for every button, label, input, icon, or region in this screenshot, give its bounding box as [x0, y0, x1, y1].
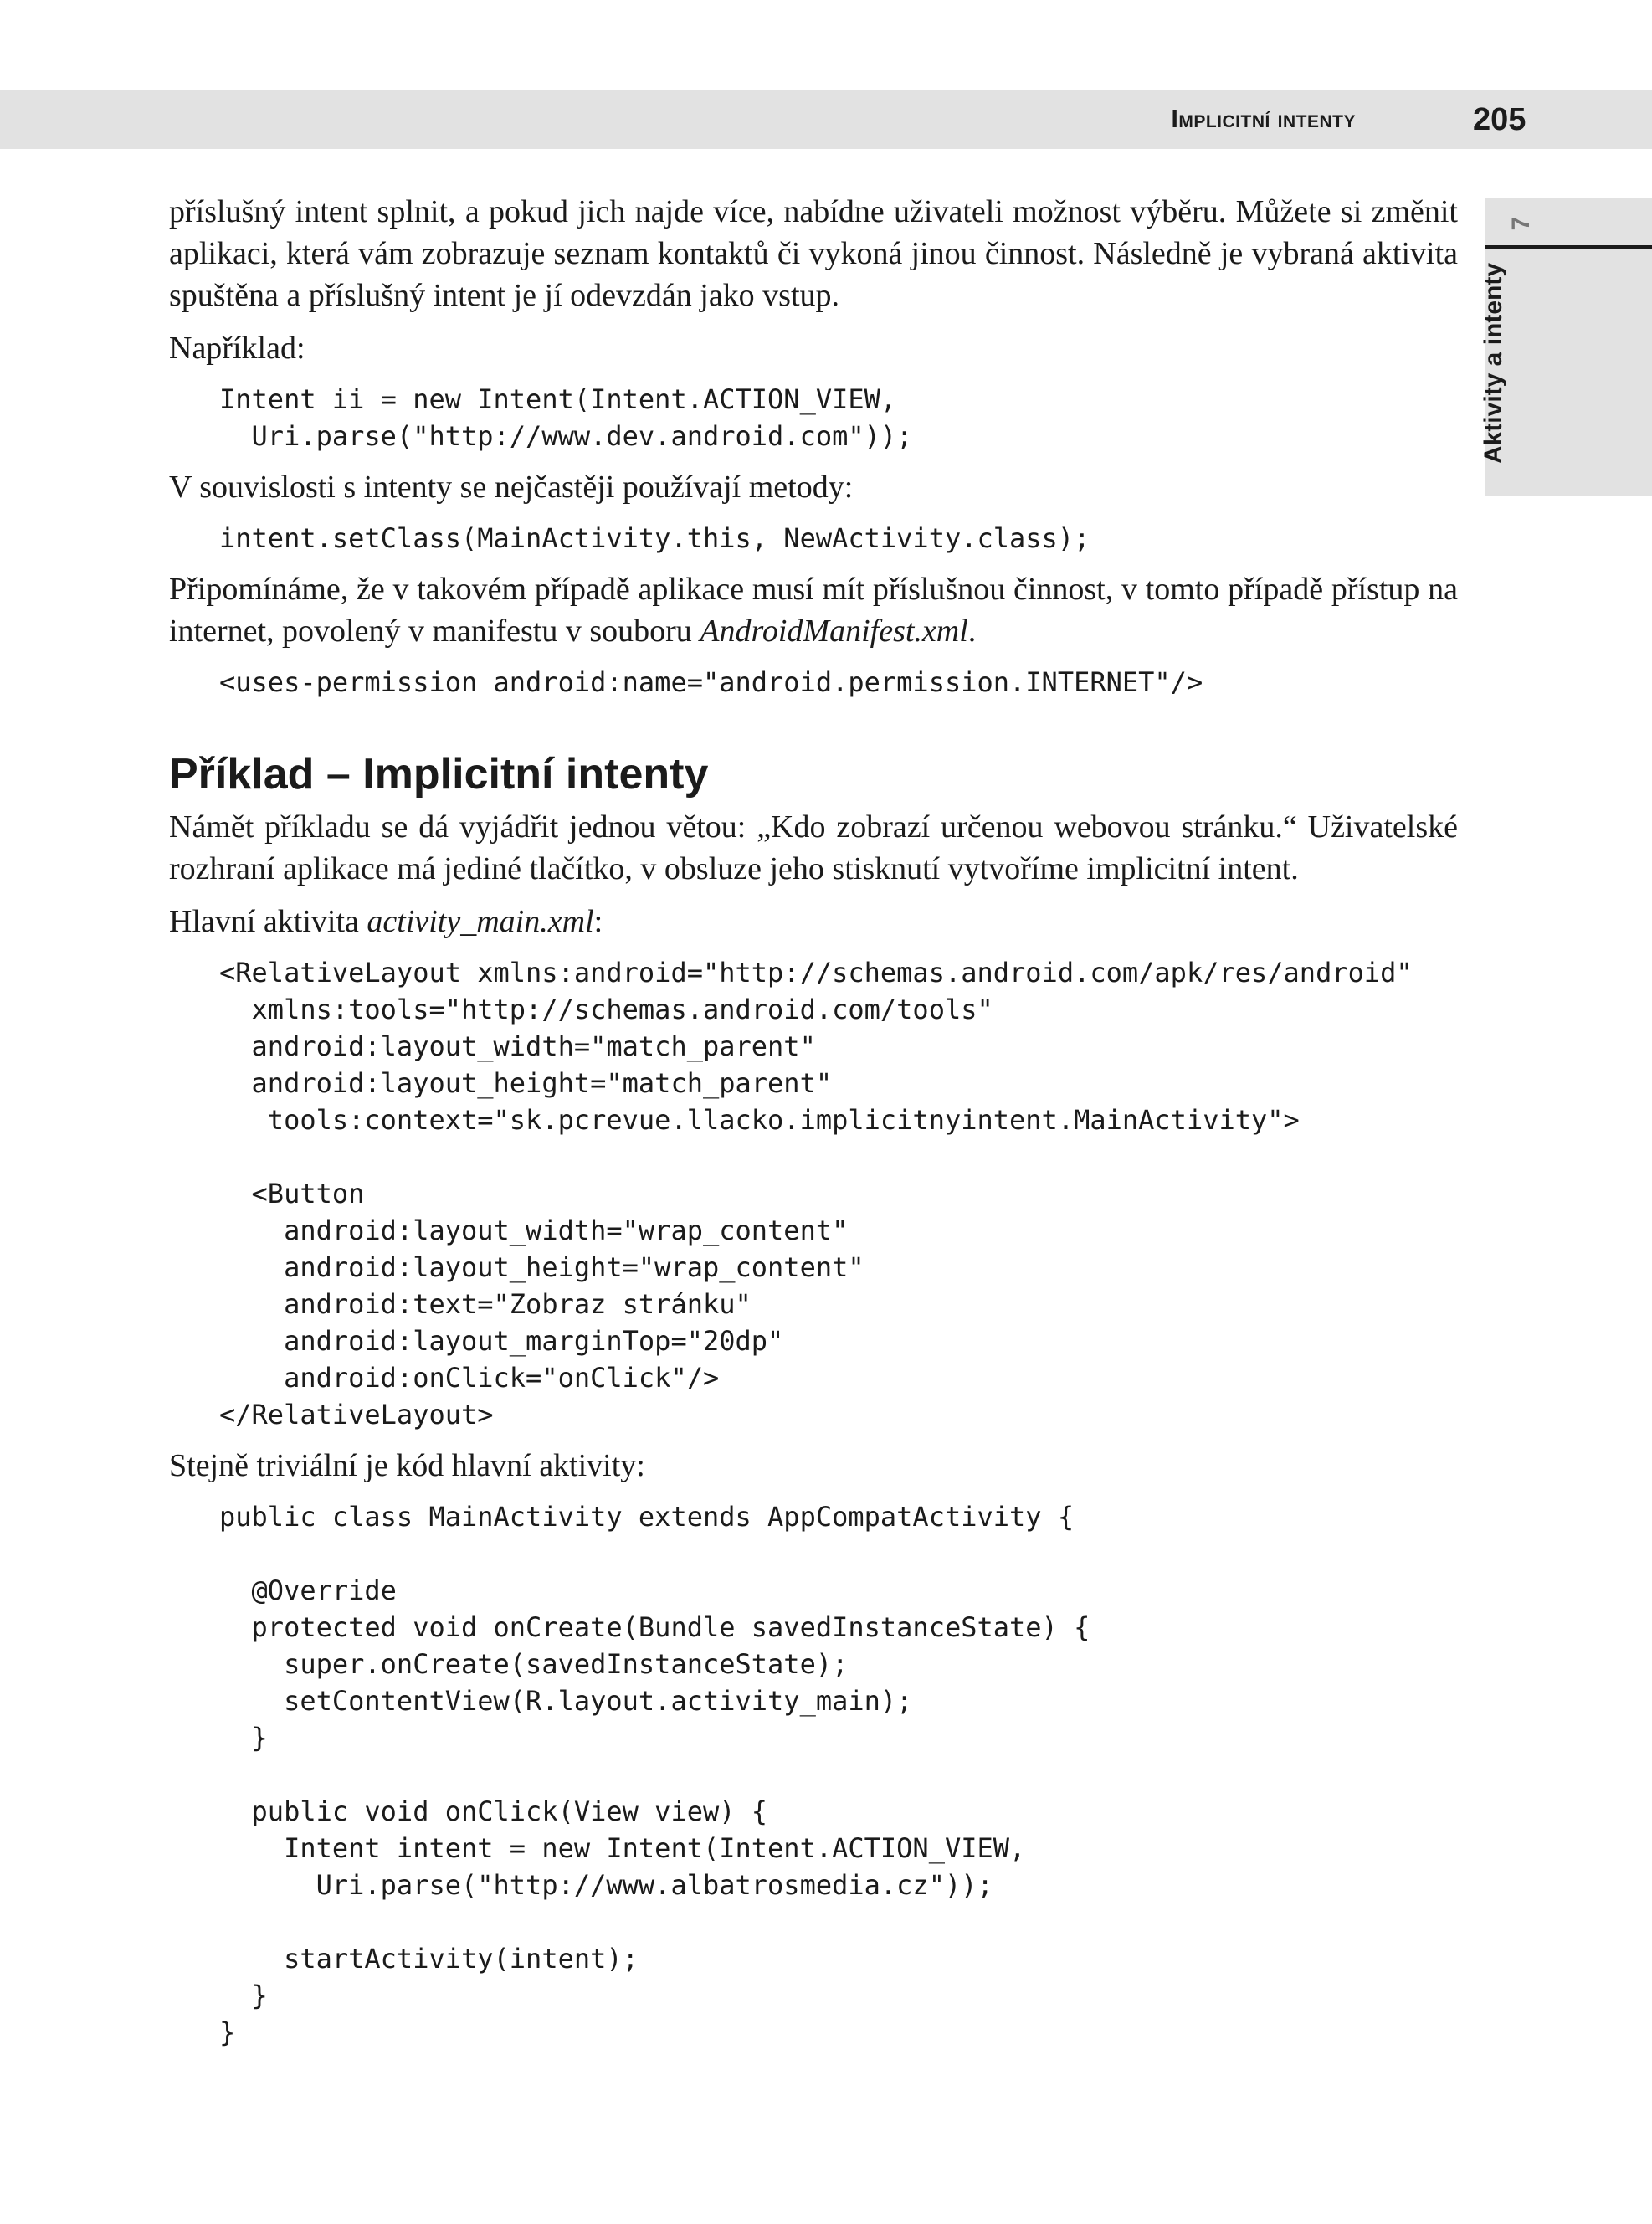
- main-activity-end: :: [593, 904, 603, 939]
- paragraph-methods: V souvislosti s intenty se nejčastěji používají metody:: [169, 470, 854, 505]
- main-activity-text: Hlavní aktivita: [169, 904, 367, 939]
- code-intent-example: Intent ii = new Intent(Intent.ACTION_VIEW, Uri.parse("http://www.dev.android.com"));: [219, 383, 913, 452]
- code-setclass: intent.setClass(MainActivity.this, NewActivity.class);: [219, 522, 1090, 554]
- section-heading: Příklad – Implicitní intenty: [169, 750, 709, 799]
- paragraph-activity-code: Stejně triviální je kód hlavní aktivity:: [169, 1448, 645, 1483]
- chapter-number: 7: [1507, 216, 1535, 231]
- chapter-title: Aktivity a intenty: [1480, 262, 1507, 465]
- paragraph-example-label: Například:: [169, 331, 305, 366]
- running-title: Implicitní intenty: [1171, 105, 1356, 133]
- code-permission: <uses-permission android:name="android.permission.INTERNET"/>: [219, 666, 1203, 698]
- layout-filename: activity_main.xml: [367, 904, 594, 939]
- paragraph-permission: [169, 568, 1458, 652]
- page-body: [169, 191, 1458, 2062]
- manifest-filename: AndroidManifest.xml: [700, 614, 968, 649]
- code-layout-xml: <RelativeLayout xmlns:android="http://schemas.android.com/apk/res/android" xmlns:tools="http://schemas.android.com/tools" android:layout_width="match_parent" android:layout_height="match_parent" tools:context="sk.pcrevue.llacko.implicitnyintent.MainActivity"> <Button android:layout_width="wrap_content" android:layout_height="wrap_content" android:text="Zobraz stránku" android:layout_marginTop="20dp" android:onClick="onClick"/> </RelativeLayout>: [219, 957, 1413, 1430]
- permission-end: .: [967, 614, 977, 649]
- code-main-activity: public class MainActivity extends AppCompatActivity { @Override protected void onCreate(Bundle savedInstanceState) { super.onCreate(savedInstanceState); setContentView(R.layout.activity_main); } public void onClick(View view) { Intent intent = new Intent(Intent.ACTION_VIEW, Uri.parse("http://www.albatrosmedia.cz")); startActivity(intent); } }: [219, 1501, 1090, 2048]
- page-number: 205: [1473, 102, 1526, 137]
- paragraph-intro: příslušný intent splnit, a pokud jich najde více, nabídne uživateli možnost výběru. Můžete si změnit aplikaci, která vám zobrazuje seznam kontaktů či vykoná jinou činnost. Následně je vybraná aktivita spuštěna a příslušný intent je jí odevzdán jako vstup.: [169, 194, 1458, 313]
- paragraph-main-activity: [169, 901, 1458, 943]
- permission-text: Připomínáme, že v takovém případě aplikace musí mít příslušnou činnost, v tomto případě přístup na internet, povolený v manifestu v souboru: [169, 572, 1458, 649]
- running-header-band: [0, 90, 1652, 149]
- paragraph-example-intro: Námět příkladu se dá vyjádřit jednou větou: „Kdo zobrazí určenou webovou stránku.“ Uživatelské rozhraní aplikace má jediné tlačítko, v obsluze jeho stisknutí vytvoříme implicitní intent.: [169, 809, 1458, 886]
